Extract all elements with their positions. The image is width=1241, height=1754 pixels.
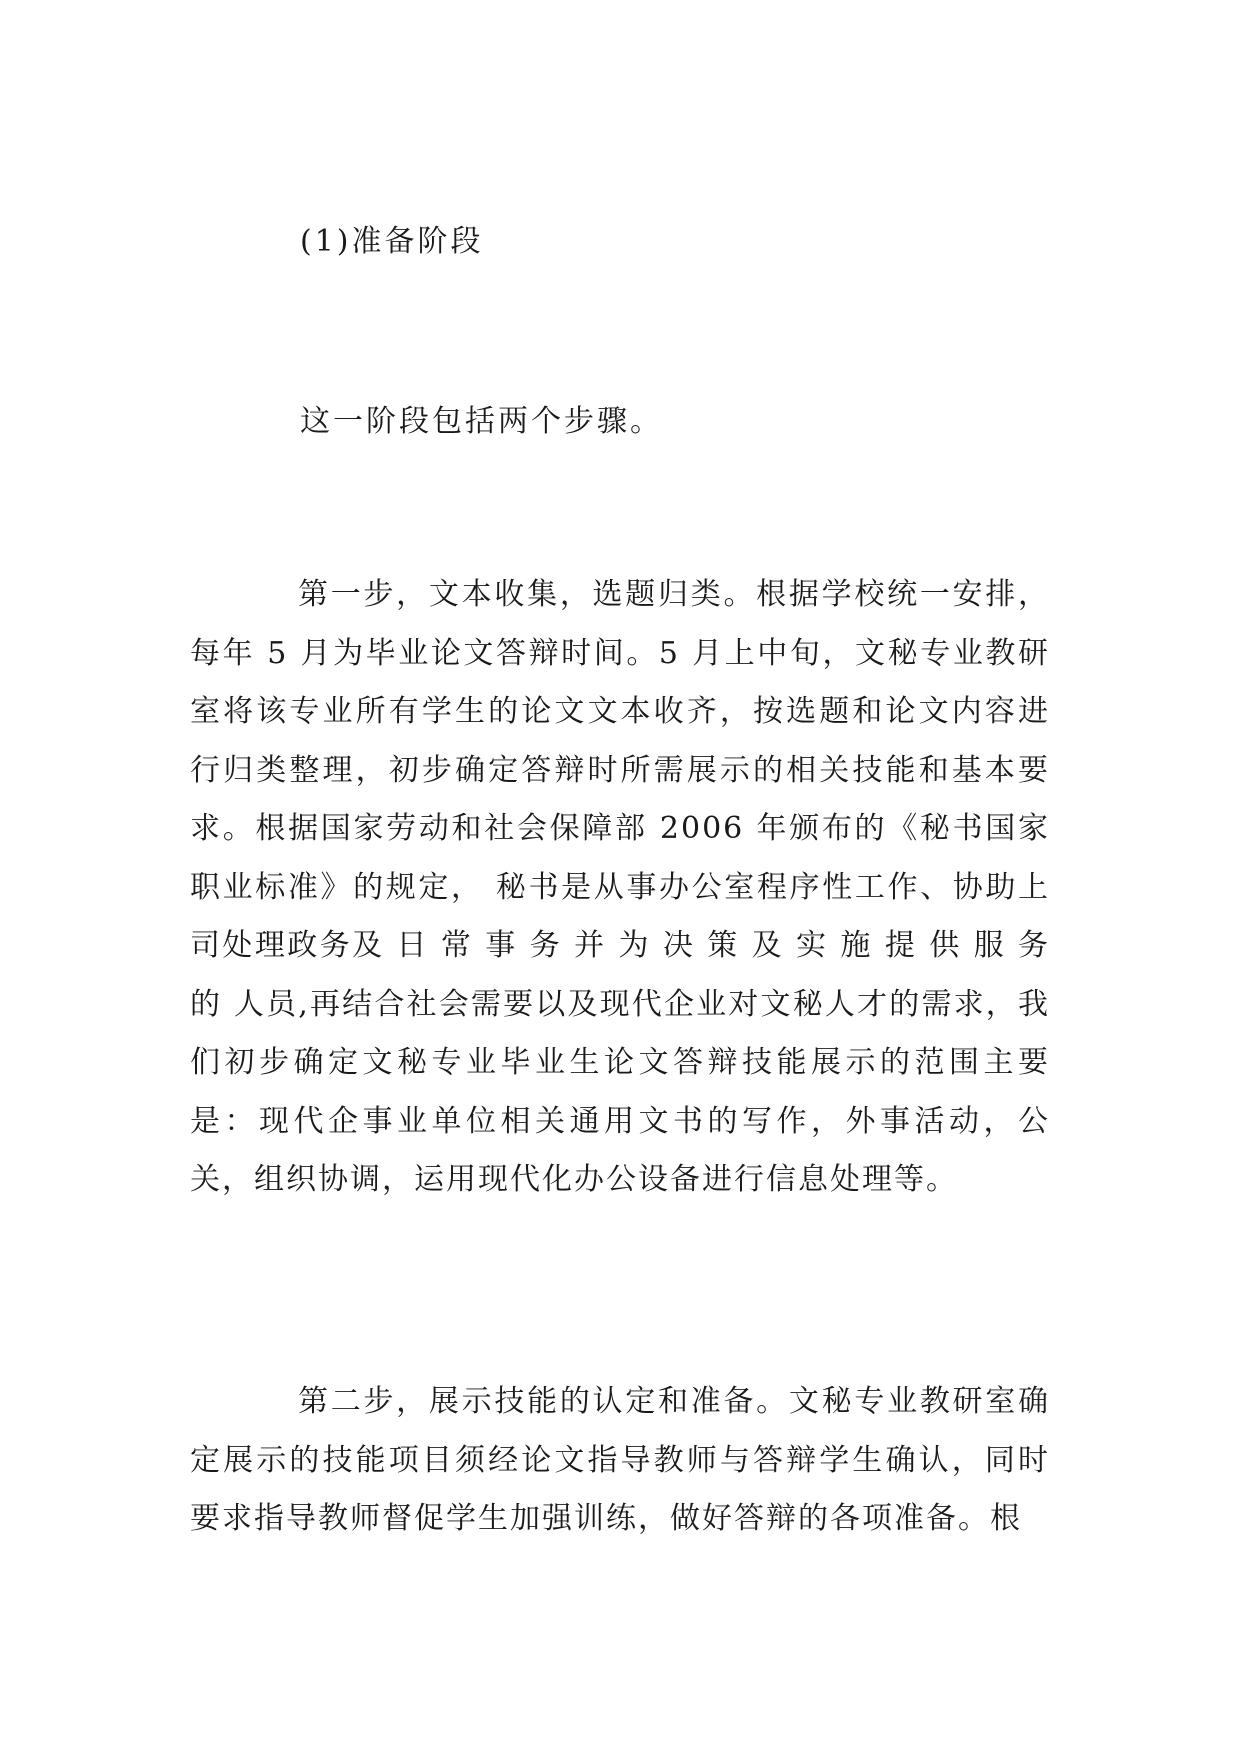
paragraph-step-two: 第二步，展示技能的认定和准备。文秘专业教研室确定展示的技能项目须经论文指导教师与答辩学生确认，同时要求指导教师督促学生加强训练，做好答辩的各项准备。根: [190, 1384, 1050, 1536]
intro-sentence: 这一阶段包括两个步骤。: [300, 404, 663, 439]
paragraph-step-one: 第一步，文本收集，选题归类。根据学校统一安排，每年 5 月为毕业论文答辩时间。5 月上中旬，文秘专业教研室将该专业所有学生的论文文本收齐，按选题和论文内容进行归类整理，初步确定答辩时所需展示的相关技能和基本要求。根据国家劳动和社会保障部 2006 年颁布的《秘书国家职业标准》的规定， 秘书是从事办公室程序性工作、协助上司处理政务及 日 常 事 务 并 为 决 策 及 实 施 提 供 服 务 的 人员,再结合社会需要以及现代企业对文秘人才的需求，我们初步确定文秘专业毕业生论文答辩技能展示的范围主要是：现代企事业单位相关通用文书的写作，外事活动，公关，组织协调，运用现代化办公设备进行信息处理等。: [190, 577, 1050, 1197]
section-heading: (1)准备阶段: [300, 224, 484, 259]
